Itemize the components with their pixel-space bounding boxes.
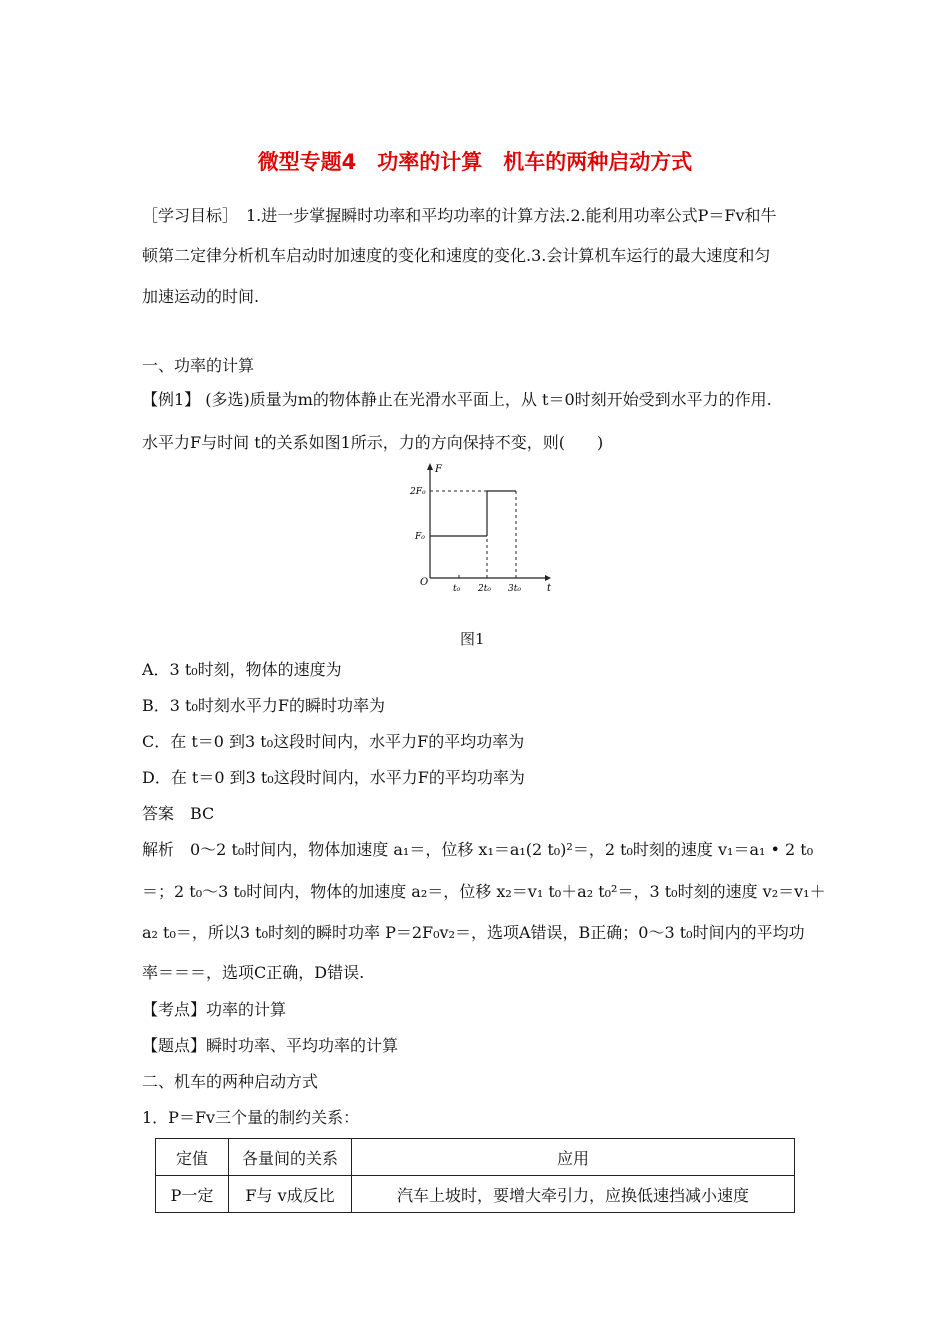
x-axis-label: t xyxy=(547,583,552,594)
x-tick-2t0: 2t₀ xyxy=(478,584,491,594)
x-tick-t0: t₀ xyxy=(453,584,461,594)
section-heading-power: 一、功率的计算 xyxy=(142,356,255,375)
option-b: B．3 t₀时刻水平力F的瞬时功率为 xyxy=(142,696,385,715)
y-axis-arrow xyxy=(427,463,433,470)
goals-line-1: ［学习目标］ 1.进一步掌握瞬时功率和平均功率的计算方法.2.能利用功率公式P＝Fv和牛 xyxy=(142,206,777,225)
table-cell: P一定 xyxy=(156,1176,229,1213)
example-line-2: 水平力F与时间 t的关系如图1所示，力的方向保持不变，则( ) xyxy=(142,433,604,452)
table-header-row xyxy=(156,1139,795,1176)
force-time-graph xyxy=(405,458,555,604)
analysis-line-1: 解析 0～2 t₀时间内，物体加速度 a₁＝，位移 x₁＝a₁(2 t₀)²＝，2 t₀时刻的速度 v₁＝a₁ • 2 t₀ xyxy=(142,840,814,859)
item-1: 1．P＝Fv三个量的制约关系： xyxy=(142,1108,360,1127)
y-tick-2f0: 2F₀ xyxy=(410,487,426,497)
tidian: 【题点】瞬时功率、平均功率的计算 xyxy=(142,1036,399,1055)
relation-table xyxy=(155,1138,795,1213)
analysis-line-4: 率＝＝＝，选项C正确，D错误. xyxy=(142,963,365,982)
goals-line-2: 顿第二定律分析机车启动时加速度的变化和速度的变化.3.会计算机车运行的最大速度和匀 xyxy=(142,246,771,265)
option-a: A．3 t₀时刻，物体的速度为 xyxy=(142,660,342,679)
option-d: D．在 t＝0 到3 t₀这段时间内，水平力F的平均功率为 xyxy=(142,768,525,787)
goals-line-3: 加速运动的时间. xyxy=(142,287,260,306)
y-tick-f0: F₀ xyxy=(415,532,425,542)
table-cell: F与 v成反比 xyxy=(229,1176,352,1213)
page-title: 微型专题4 功率的计算 机车的两种启动方式 xyxy=(257,150,693,174)
table-header-cell: 各量间的关系 xyxy=(229,1139,352,1176)
kaodian: 【考点】功率的计算 xyxy=(142,1000,287,1019)
option-c: C．在 t＝0 到3 t₀这段时间内，水平力F的平均功率为 xyxy=(142,732,525,751)
origin-label: O xyxy=(420,577,429,588)
table-cell: 汽车上坡时，要增大牵引力，应换低速挡减小速度 xyxy=(352,1176,795,1213)
answer: 答案 BC xyxy=(142,804,215,823)
figure-caption: 图1 xyxy=(460,630,485,648)
x-tick-3t0: 3t₀ xyxy=(508,584,521,594)
table-header-cell: 应用 xyxy=(352,1139,795,1176)
table-header-cell: 定值 xyxy=(156,1139,229,1176)
table-row xyxy=(156,1176,795,1213)
analysis-line-3: a₂ t₀＝，所以3 t₀时刻的瞬时功率 P＝2F₀v₂＝，选项A错误，B正确；0～3 t₀时间内的平均功 xyxy=(142,923,805,942)
y-axis-label: F xyxy=(435,464,442,475)
x-axis-arrow xyxy=(545,575,551,581)
analysis-line-2: ＝；2 t₀～3 t₀时间内，物体的加速度 a₂＝，位移 x₂＝v₁ t₀＋a₂ t₀²＝，3 t₀时刻的速度 v₂＝v₁＋ xyxy=(142,882,826,901)
example-line-1: 【例1】 (多选)质量为m的物体静止在光滑水平面上，从 t＝0时刻开始受到水平力的作用. xyxy=(142,390,772,409)
section-heading-startup: 二、机车的两种启动方式 xyxy=(142,1072,319,1091)
